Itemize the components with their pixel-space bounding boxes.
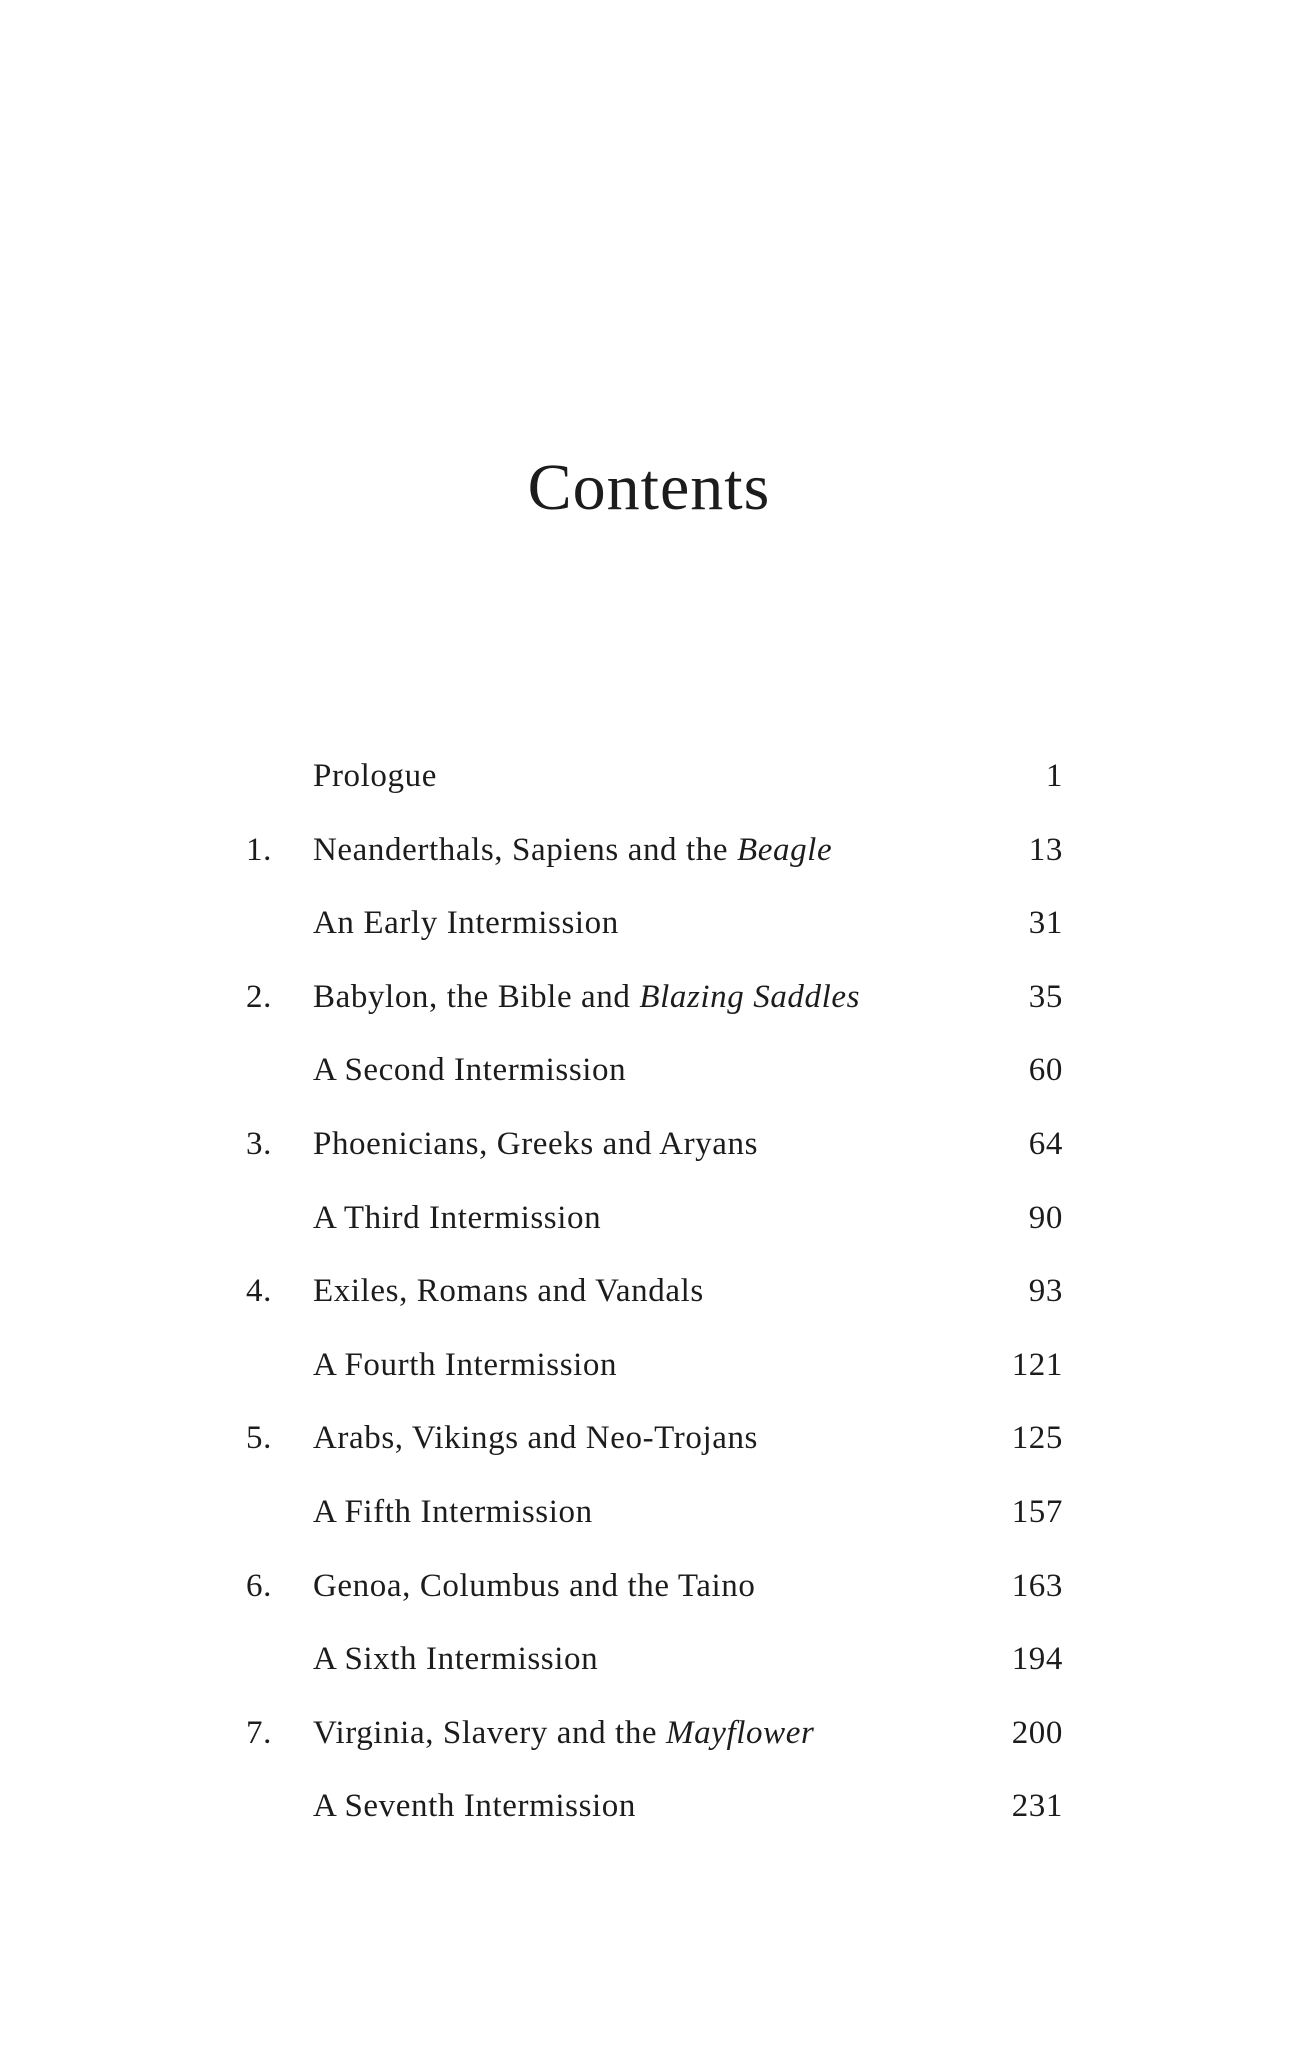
toc-entry[interactable]	[0, 1476, 1308, 1550]
entry-title: Neanderthals, Sapiens and the Beagle	[313, 831, 833, 868]
page-number: 200	[1011, 1714, 1063, 1751]
chapter-number: 1.	[246, 831, 272, 868]
toc-entry[interactable]	[0, 1182, 1308, 1256]
entry-title: Phoenicians, Greeks and Aryans	[313, 1125, 759, 1162]
entry-title: A Fourth Intermission	[313, 1346, 618, 1383]
toc-entry[interactable]	[0, 1550, 1308, 1624]
page-number: 194	[1011, 1641, 1063, 1678]
entry-title: A Third Intermission	[313, 1199, 602, 1236]
chapter-number: 4.	[246, 1273, 272, 1310]
toc-entry[interactable]	[0, 961, 1308, 1035]
page-number: 157	[1011, 1493, 1063, 1530]
toc-entry[interactable]	[0, 740, 1308, 814]
chapter-number: 2.	[246, 978, 272, 1015]
toc-entry[interactable]	[0, 1770, 1308, 1844]
entry-title: An Early Intermission	[313, 905, 619, 942]
toc-entry[interactable]	[0, 1402, 1308, 1476]
page-number: 93	[1028, 1273, 1063, 1310]
entry-title: A Second Intermission	[313, 1052, 627, 1089]
page-number: 121	[1011, 1346, 1063, 1383]
chapter-number: 6.	[246, 1567, 272, 1604]
page-number: 64	[1028, 1125, 1063, 1162]
page-number: 125	[1011, 1420, 1063, 1457]
chapter-number: 5.	[246, 1420, 272, 1457]
toc-entry[interactable]	[0, 1623, 1308, 1697]
toc-entry[interactable]	[0, 1034, 1308, 1108]
page-number: 35	[1028, 978, 1063, 1015]
entry-title: Virginia, Slavery and the Mayflower	[313, 1714, 815, 1751]
entry-title: Prologue	[313, 758, 437, 794]
toc-entry[interactable]	[0, 1329, 1308, 1403]
toc-entry[interactable]	[0, 887, 1308, 961]
page-number: 1	[1045, 758, 1063, 794]
entry-title: A Seventh Intermission	[313, 1788, 637, 1825]
toc-entry[interactable]	[0, 1697, 1308, 1771]
entry-title: Genoa, Columbus and the Taino	[313, 1567, 756, 1604]
toc-entry[interactable]	[0, 1255, 1308, 1329]
entry-title: Arabs, Vikings and Neo-Trojans	[313, 1420, 759, 1457]
chapter-number: 7.	[246, 1714, 272, 1751]
toc-entry[interactable]	[0, 1108, 1308, 1182]
entry-title: Babylon, the Bible and Blazing Saddles	[313, 978, 861, 1015]
toc-entry[interactable]	[0, 814, 1308, 888]
page-number: 13	[1028, 831, 1063, 868]
page-number: 31	[1028, 905, 1063, 942]
entry-title: Exiles, Romans and Vandals	[313, 1273, 704, 1310]
page-number: 90	[1028, 1199, 1063, 1236]
page-number: 60	[1028, 1052, 1063, 1089]
entry-title: A Fifth Intermission	[313, 1493, 593, 1530]
page-number: 163	[1011, 1567, 1063, 1604]
entry-title: A Sixth Intermission	[313, 1641, 599, 1678]
page-number: 231	[1011, 1788, 1063, 1825]
page-title: Contents	[527, 451, 771, 524]
table-of-contents	[0, 740, 1308, 1844]
chapter-number: 3.	[246, 1125, 272, 1162]
